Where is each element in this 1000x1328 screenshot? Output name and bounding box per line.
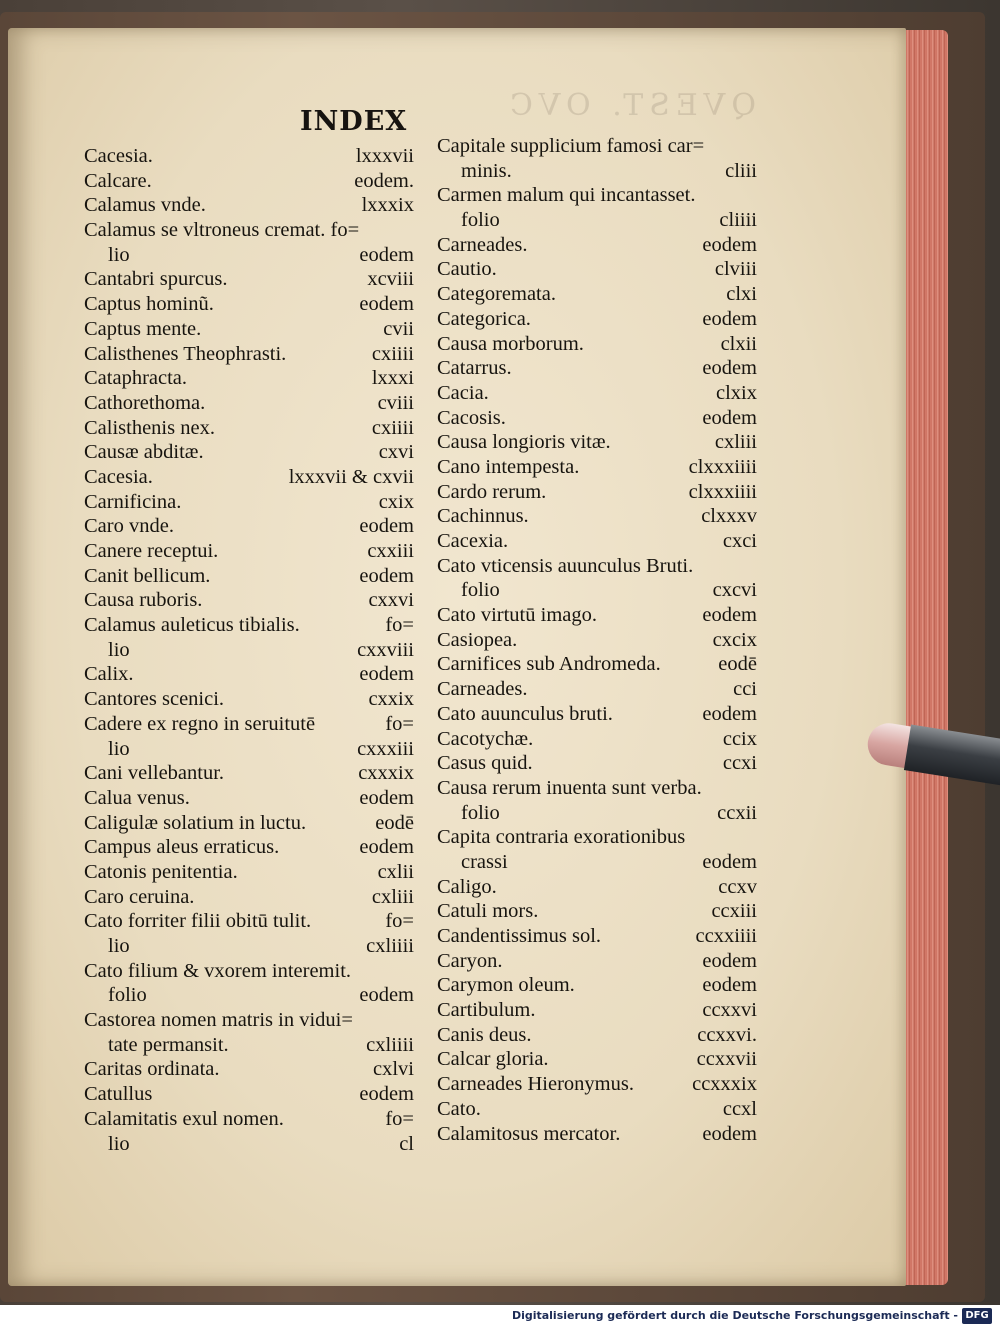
index-entry xyxy=(84,193,414,218)
entry-term: Cato auunculus bruti. xyxy=(437,702,613,725)
index-entry xyxy=(437,899,757,924)
entry-term: Carneades Hieronymus. xyxy=(437,1073,634,1096)
entry-term: Campus aleus erraticus. xyxy=(84,836,280,859)
index-entry xyxy=(84,564,414,589)
entry-term: Cacosis. xyxy=(437,406,506,429)
entry-reference: lxxxix xyxy=(361,194,414,217)
entry-reference: lxxxvii xyxy=(355,145,414,167)
entry-term: Causa longioris vitæ. xyxy=(437,431,611,454)
index-entry xyxy=(437,480,757,505)
entry-reference: eodem xyxy=(702,949,757,972)
entry-term: lio xyxy=(108,1132,130,1155)
entry-reference: lxxxvii & cxvii xyxy=(288,465,414,488)
entry-reference: cxxiii xyxy=(367,540,414,562)
entry-term: Calisthenis nex. xyxy=(84,416,215,439)
entry-reference: fo= xyxy=(385,712,414,735)
entry-term: Catonis penitentia. xyxy=(84,860,238,883)
index-entry xyxy=(437,381,757,406)
entry-reference: cxci xyxy=(722,530,757,552)
entry-term: Caligulæ solatium in luctu. xyxy=(84,811,307,834)
index-entry xyxy=(84,712,414,737)
entry-term: Cathorethoma. xyxy=(84,391,206,414)
entry-term: Capitale supplicium famosi car= xyxy=(437,135,705,157)
index-entry xyxy=(84,613,414,638)
entry-term: Calix. xyxy=(84,663,134,686)
entry-reference: eodem xyxy=(359,1083,414,1106)
index-entry xyxy=(84,959,414,984)
index-entry xyxy=(437,1122,757,1147)
entry-reference: lxxxi xyxy=(371,367,414,390)
index-entry xyxy=(437,825,757,850)
entry-term: Causæ abditæ. xyxy=(84,441,204,464)
entry-term: Catarrus. xyxy=(437,357,512,380)
entry-reference: cxxxiii xyxy=(357,737,414,760)
entry-reference: cxliii xyxy=(371,885,414,908)
entry-reference: cxliiii xyxy=(366,935,414,957)
pencil-body xyxy=(904,725,1000,786)
entry-term: Carnificina. xyxy=(84,490,182,513)
index-entry xyxy=(84,934,414,959)
entry-term: Cacotychæ. xyxy=(437,727,534,750)
entry-term: Cato forriter filii obitū tulit. xyxy=(84,910,312,933)
index-entry xyxy=(437,603,757,628)
entry-term: Cano intempesta. xyxy=(437,455,580,478)
index-entry xyxy=(84,638,414,663)
left-index-column xyxy=(84,144,414,1156)
entry-reference: clxii xyxy=(720,332,757,355)
entry-term: Categoremata. xyxy=(437,283,556,306)
entry-term: Canit bellicum. xyxy=(84,564,211,587)
entry-reference: cliiii xyxy=(719,209,757,232)
index-entry xyxy=(84,860,414,885)
entry-reference: fo= xyxy=(385,1107,414,1130)
index-entry xyxy=(84,983,414,1008)
entry-reference: cxxix xyxy=(368,688,414,711)
index-entry xyxy=(437,578,757,603)
entry-term: lio xyxy=(108,243,130,266)
entry-term: lio xyxy=(108,638,130,661)
entry-term: folio xyxy=(461,801,500,824)
entry-term: Calamus se vltroneus cremat. fo= xyxy=(84,219,360,242)
entry-reference: ccix xyxy=(722,727,757,750)
entry-term: Candentissimus sol. xyxy=(437,925,602,947)
index-entry xyxy=(84,416,414,441)
entry-reference: cxiiii xyxy=(371,342,414,365)
index-entry xyxy=(437,1023,757,1048)
entry-reference: eodem xyxy=(359,663,414,686)
index-entry xyxy=(437,159,757,184)
entry-term: Calua venus. xyxy=(84,786,190,809)
entry-term: Cantabri spurcus. xyxy=(84,268,228,291)
entry-term: Carnifices sub Andromeda. xyxy=(437,653,661,676)
entry-reference: clxix xyxy=(716,381,757,404)
entry-reference: cxliii xyxy=(714,431,757,454)
entry-term: Cacesia. xyxy=(84,145,153,167)
index-entry xyxy=(84,243,414,268)
index-entry xyxy=(437,529,757,554)
index-entry xyxy=(437,998,757,1023)
index-entry xyxy=(437,677,757,702)
entry-reference: eodem xyxy=(702,1122,757,1145)
entry-term: Cacexia. xyxy=(437,530,509,552)
entry-reference: cxlii xyxy=(377,860,414,883)
entry-term: Calcar gloria. xyxy=(437,1048,549,1071)
entry-reference: eodem xyxy=(702,233,757,256)
index-entry xyxy=(437,702,757,727)
entry-term: Carneades. xyxy=(437,678,528,701)
index-entry xyxy=(437,307,757,332)
entry-reference: clxxxiiii xyxy=(688,455,757,478)
index-entry xyxy=(437,875,757,900)
index-entry xyxy=(437,727,757,752)
entry-term: Calcare. xyxy=(84,169,152,192)
entry-term: Cato vticensis auunculus Bruti. xyxy=(437,554,694,577)
entry-reference: cxiiii xyxy=(371,416,414,439)
index-entry xyxy=(84,317,414,342)
index-entry xyxy=(84,1132,414,1157)
index-entry xyxy=(437,652,757,677)
index-entry xyxy=(84,169,414,194)
index-entry xyxy=(84,1033,414,1058)
index-entry xyxy=(84,761,414,786)
index-entry xyxy=(437,356,757,381)
entry-term: Canis deus. xyxy=(437,1023,532,1046)
index-entry xyxy=(84,366,414,391)
entry-term: Carmen malum qui incantasset. xyxy=(437,184,696,207)
entry-term: Captus hominũ. xyxy=(84,293,214,316)
entry-term: Caryon. xyxy=(437,949,503,972)
index-entry xyxy=(84,391,414,416)
entry-term: Calamus vnde. xyxy=(84,194,206,217)
entry-reference: cxliiii xyxy=(366,1033,414,1056)
entry-reference: cvii xyxy=(383,317,414,340)
entry-term: Caritas ordinata. xyxy=(84,1058,220,1081)
entry-term: lio xyxy=(108,935,130,957)
entry-term: Caro ceruina. xyxy=(84,885,195,908)
index-entry xyxy=(437,233,757,258)
entry-term: Categorica. xyxy=(437,307,531,330)
index-entry xyxy=(84,662,414,687)
index-entry xyxy=(437,1047,757,1072)
entry-term: Cardo rerum. xyxy=(437,480,547,503)
entry-reference: clxi xyxy=(726,283,757,306)
entry-term: Calisthenes Theophrasti. xyxy=(84,342,287,365)
index-entry xyxy=(437,406,757,431)
entry-term: Capita contraria exorationibus xyxy=(437,826,686,849)
index-entry xyxy=(84,1008,414,1033)
entry-reference: cl xyxy=(399,1132,414,1155)
index-entry xyxy=(437,1097,757,1122)
entry-reference: xcviii xyxy=(367,268,414,291)
index-entry xyxy=(84,811,414,836)
entry-term: Caligo. xyxy=(437,875,497,898)
entry-term: Cautio. xyxy=(437,258,497,281)
entry-reference: cxxvi xyxy=(368,589,414,612)
index-entry xyxy=(437,850,757,875)
index-entry xyxy=(437,282,757,307)
entry-term: Causa morborum. xyxy=(437,332,584,355)
entry-term: Calamitosus mercator. xyxy=(437,1122,621,1145)
entry-reference: eodem. xyxy=(354,169,414,192)
entry-reference: cxcix xyxy=(712,628,757,651)
entry-term: tate permansit. xyxy=(108,1033,229,1056)
digitization-credit: Digitalisierung gefördert durch die Deutsche Forschungsgemeinschaft - xyxy=(511,1309,958,1322)
entry-reference: eodē xyxy=(375,811,414,834)
entry-reference: eodem xyxy=(359,984,414,1007)
entry-reference: fo= xyxy=(385,910,414,933)
entry-term: Cadere ex regno in seruitutē xyxy=(84,712,316,735)
entry-reference: eodem xyxy=(359,564,414,587)
entry-reference: cxvi xyxy=(378,441,414,464)
right-index-column xyxy=(437,134,757,1146)
entry-term: Cani vellebantur. xyxy=(84,762,225,785)
index-entry xyxy=(437,183,757,208)
index-entry xyxy=(84,144,414,169)
index-entry xyxy=(437,801,757,826)
entry-reference: eodem xyxy=(702,406,757,429)
index-entry xyxy=(437,1072,757,1097)
index-entry xyxy=(84,218,414,243)
entry-term: Casiopea. xyxy=(437,628,518,651)
index-entry xyxy=(84,1057,414,1082)
index-entry xyxy=(84,465,414,490)
index-entry xyxy=(437,628,757,653)
entry-term: Castorea nomen matris in vidui= xyxy=(84,1009,353,1032)
entry-reference: ccxii xyxy=(717,801,757,824)
entry-reference: cxxxix xyxy=(358,762,414,785)
entry-reference: ccxxvi xyxy=(702,999,757,1022)
index-entry xyxy=(84,786,414,811)
entry-term: Cato. xyxy=(437,1097,481,1120)
entry-term: Causa ruboris. xyxy=(84,589,203,612)
index-entry xyxy=(84,588,414,613)
index-entry xyxy=(84,267,414,292)
index-entry xyxy=(437,949,757,974)
index-entry xyxy=(437,208,757,233)
entry-term: Cataphracta. xyxy=(84,367,188,390)
entry-reference: cxcvi xyxy=(712,579,757,602)
index-entry xyxy=(84,440,414,465)
index-entry xyxy=(437,332,757,357)
entry-term: lio xyxy=(108,737,130,760)
entry-reference: ccxi xyxy=(722,752,757,775)
entry-reference: ccxiii xyxy=(711,900,757,923)
entry-reference: ccxxvii xyxy=(696,1048,757,1071)
index-entry xyxy=(84,539,414,564)
entry-reference: eodem xyxy=(359,243,414,266)
index-entry xyxy=(84,292,414,317)
entry-term: Carymon oleum. xyxy=(437,974,575,997)
index-entry xyxy=(84,835,414,860)
entry-term: Carneades. xyxy=(437,233,528,256)
entry-term: folio xyxy=(461,209,500,232)
index-entry xyxy=(84,342,414,367)
index-entry xyxy=(84,885,414,910)
entry-term: Cartibulum. xyxy=(437,999,536,1022)
entry-term: Cacesia. xyxy=(84,465,153,488)
entry-term: crassi xyxy=(461,850,508,873)
index-entry xyxy=(84,490,414,515)
index-entry xyxy=(437,924,757,949)
entry-reference: clviii xyxy=(714,258,757,281)
entry-reference: eodem xyxy=(359,786,414,809)
index-entry xyxy=(437,257,757,282)
entry-reference: ccxl xyxy=(722,1097,757,1120)
entry-reference: cci xyxy=(733,678,757,701)
entry-reference: eodem xyxy=(359,836,414,859)
entry-term: Catullus xyxy=(84,1083,153,1106)
entry-reference: cxxviii xyxy=(357,638,414,661)
entry-term: Cacia. xyxy=(437,381,489,404)
entry-reference: eodem xyxy=(702,357,757,380)
entry-term: folio xyxy=(108,984,147,1007)
show-through-text: QVEST. OVC xyxy=(503,88,756,123)
entry-reference: eodem xyxy=(359,293,414,316)
entry-term: Captus mente. xyxy=(84,317,202,340)
index-entry xyxy=(84,1082,414,1107)
entry-term: Cachinnus. xyxy=(437,505,529,528)
entry-term: Cantores scenici. xyxy=(84,688,225,711)
entry-term: Canere receptui. xyxy=(84,540,219,562)
entry-reference: fo= xyxy=(385,614,414,637)
entry-reference: ccxxvi. xyxy=(697,1023,757,1046)
entry-reference: ccxv xyxy=(718,875,757,898)
entry-reference: ccxxxix xyxy=(692,1073,757,1096)
entry-term: minis. xyxy=(461,159,512,182)
entry-reference: clxxxiiii xyxy=(688,480,757,503)
entry-reference: eodem xyxy=(702,702,757,725)
entry-reference: eodem xyxy=(702,604,757,627)
entry-term: Calamitatis exul nomen. xyxy=(84,1107,284,1130)
entry-term: Calamus auleticus tibialis. xyxy=(84,614,300,637)
entry-term: Casus quid. xyxy=(437,752,533,775)
entry-term: Cato virtutū imago. xyxy=(437,604,597,627)
entry-term: Caro vnde. xyxy=(84,515,174,538)
page-header: INDEX xyxy=(300,106,408,137)
index-entry xyxy=(84,514,414,539)
entry-reference: eodē xyxy=(718,653,757,676)
index-entry xyxy=(437,776,757,801)
entry-reference: cxix xyxy=(378,490,414,513)
entry-term: folio xyxy=(461,579,500,602)
dfg-logo: DFG xyxy=(962,1308,992,1324)
index-entry xyxy=(437,973,757,998)
entry-term: Catuli mors. xyxy=(437,900,539,923)
index-entry xyxy=(84,1107,414,1132)
entry-reference: eodem xyxy=(702,850,757,873)
entry-reference: cliii xyxy=(725,159,757,182)
entry-term: Cato filium & vxorem interemit. xyxy=(84,959,352,982)
index-entry xyxy=(84,909,414,934)
entry-reference: ccxxiiii xyxy=(695,925,757,947)
index-entry xyxy=(437,554,757,579)
index-entry xyxy=(84,737,414,762)
entry-reference: cviii xyxy=(377,391,414,414)
entry-term: Causa rerum inuenta sunt verba. xyxy=(437,776,702,799)
entry-reference: eodem xyxy=(702,974,757,997)
index-entry xyxy=(437,430,757,455)
index-entry xyxy=(437,134,757,159)
index-entry xyxy=(437,751,757,776)
index-entry xyxy=(437,455,757,480)
entry-reference: eodem xyxy=(359,515,414,538)
entry-reference: eodem xyxy=(702,307,757,330)
entry-reference: clxxxv xyxy=(701,505,757,528)
entry-reference: cxlvi xyxy=(373,1058,414,1081)
index-entry xyxy=(437,504,757,529)
index-entry xyxy=(84,687,414,712)
